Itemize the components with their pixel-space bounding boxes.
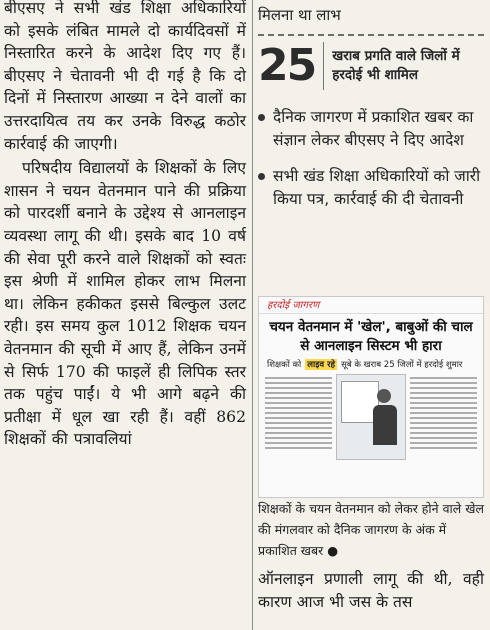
- caption-text: शिक्षकों के चयन वेतनमान को लेकर होने वाले खेल की मंगलवार को दैनिक जागरण के अंक में प्रकाशित खबर: [258, 501, 484, 558]
- dashed-separator: [258, 34, 484, 36]
- clipping-body: [259, 372, 483, 462]
- newspaper-clipping: [258, 296, 484, 498]
- clipping-subline-prefix: शिक्षकों को: [267, 360, 302, 370]
- bullet-text: दैनिक जागरण में प्रकाशित खबर का संज्ञान लेकर बीएसए ने दिए आदेश: [273, 108, 474, 149]
- column-divider: [252, 0, 253, 630]
- bullet-item: [258, 106, 490, 151]
- article-paragraph-2: परिषदीय विद्यालयों के शिक्षकों के लिए शासन ने चयन वेतनमान पाने की प्रक्रिया को पारदर्शी बनाने के उद्देश्य से आनलाइन व्यवस्था लागू की थी। इसके बाद 10 वर्ष की सेवा पूरी करने वाले शिक्षकों को स्वतः इस श्रेणी में शामिल होकर लाभ मिलना था। लेकिन हकीकत इससे बिल्कुल उलट रही। इस समय कुल 1012 शिक्षक चयन वेतनमान की सूची में आए हैं, लेकिन उनमें से सिर्फ 170 की फाइलें ही लिपिक स्तर तक पहुंच पाईं। ये भी आगे बढ़ने की प्रतीक्षा में धूल खा रही हैं। वहीं 862 शिक्षकों की पत्रावलियां: [4, 159, 246, 449]
- bullet-list: [258, 106, 490, 210]
- clipping-caption: [258, 498, 484, 561]
- bullet-item: [258, 165, 490, 210]
- bullet-text: सभी खंड शिक्षा अधिकारियों को जारी किया पत्र, कार्रवाई की दी चेतावनी: [273, 167, 481, 208]
- bottom-paragraph: ऑनलाइन प्रणाली लागू की थी, वही कारण आज भी जस के तस: [258, 570, 484, 611]
- clipping-text-column: [265, 374, 332, 460]
- clipping-brand: हरदोई जागरण: [259, 297, 483, 314]
- top-line-text: मिलना था लाभ: [258, 6, 341, 24]
- clipping-subline: [259, 356, 483, 372]
- stat-highlight: [258, 42, 490, 90]
- article-paragraph-1: बीएसए ने सभी खंड शिक्षा अधिकारियों को इसके लंबित मामले दो कार्यदिवसों में निस्तारित करने के आदेश दिए गए हैं। बीएसए ने चेतावनी भी दी गई है कि दो दिनों में निस्तारण आख्या न देने वालों का उत्तरदायित्व तय कर उनके विरुद्ध कठोर कार्रवाई की जाएगी।: [4, 0, 246, 153]
- stat-text: खराब प्रगति वाले जिलों में हरदोई भी शामिल: [332, 48, 460, 83]
- clipping-text-column: [410, 374, 477, 460]
- caption-bullet-icon: ●: [327, 543, 339, 558]
- clipping-headline: चयन वेतनमान में 'खेल', बाबुओं की चाल से आनलाइन सिस्टम भी हारा: [269, 319, 473, 354]
- teacher-illustration-icon: [336, 374, 406, 460]
- stat-number: 25: [258, 42, 324, 90]
- clipping-subline-suffix: सूबे के खराब 25 जिलों में हरदोई शुमार: [341, 360, 463, 370]
- bullet-dot-icon: [258, 173, 265, 180]
- clipping-subline-tag: लाइव रहे: [307, 360, 336, 370]
- bullet-dot-icon: [258, 114, 265, 121]
